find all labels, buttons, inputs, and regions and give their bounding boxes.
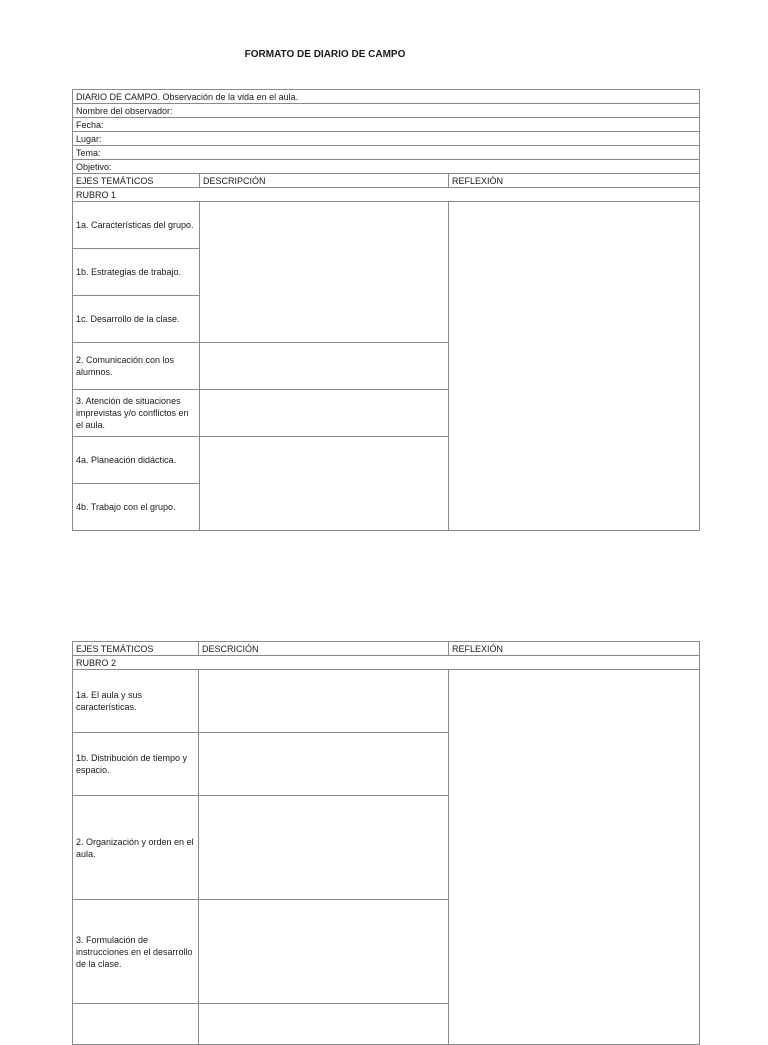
topic-field: Tema: <box>73 146 700 160</box>
row-label-4b: 4b. Trabajo con el grupo. <box>73 484 200 531</box>
diary-banner: DIARIO DE CAMPO. Observación de la vida en el aula. <box>73 90 700 104</box>
objective-field: Objetivo: <box>73 160 700 174</box>
row2-label-4 <box>73 1004 199 1045</box>
row2-label-2: 2. Organización y orden en el aula. <box>73 796 199 900</box>
rubro-1-label: RUBRO 1 <box>73 188 700 202</box>
field-diary-table-rubro-1 <box>72 89 700 531</box>
row-label-4a: 4a. Planeación didáctica. <box>73 437 200 484</box>
description-cell-1 <box>200 202 449 343</box>
header-reflexion: REFLEXIÓN <box>449 174 700 188</box>
observer-name-field: Nombre del observador: <box>73 104 700 118</box>
description-cell-4 <box>200 437 449 531</box>
place-field: Lugar: <box>73 132 700 146</box>
reflection-cell-rubro-1 <box>449 202 700 531</box>
row2-label-1b: 1b. Distribución de tiempo y espacio. <box>73 733 199 796</box>
row2-label-3: 3. Formulación de instrucciones en el desarrollo de la clase. <box>73 900 199 1004</box>
row-label-3: 3. Atención de situaciones imprevistas y/o conflictos en el aula. <box>73 390 200 437</box>
reflection-cell-rubro-2 <box>449 670 700 1045</box>
header-descripcion: DESCRIPCIÓN <box>200 174 449 188</box>
description2-cell-4 <box>199 1004 449 1045</box>
row-label-1b: 1b. Estrategias de trabajo. <box>73 249 200 296</box>
header-descricion-2: DESCRICIÓN <box>199 642 449 656</box>
description-cell-3 <box>200 390 449 437</box>
date-field: Fecha: <box>73 118 700 132</box>
header-ejes-tematicos-2: EJES TEMÁTICOS <box>73 642 199 656</box>
description-cell-2 <box>200 343 449 390</box>
description2-cell-2 <box>199 796 449 900</box>
description2-cell-1b <box>199 733 449 796</box>
header-reflexion-2: REFLEXIÓN <box>449 642 700 656</box>
rubro-2-label: RUBRO 2 <box>73 656 700 670</box>
row-label-1a: 1a. Características del grupo. <box>73 202 200 249</box>
description2-cell-3 <box>199 900 449 1004</box>
row-label-2: 2. Comunicación con los alumnos. <box>73 343 200 390</box>
row-label-1c: 1c. Desarrollo de la clase. <box>73 296 200 343</box>
row2-label-1a: 1a. El aula y sus características. <box>73 670 199 733</box>
field-diary-table-rubro-2 <box>72 641 700 1045</box>
header-ejes-tematicos: EJES TEMÁTICOS <box>73 174 200 188</box>
description2-cell-1a <box>199 670 449 733</box>
document-title: FORMATO DE DIARIO DE CAMPO <box>244 49 406 60</box>
